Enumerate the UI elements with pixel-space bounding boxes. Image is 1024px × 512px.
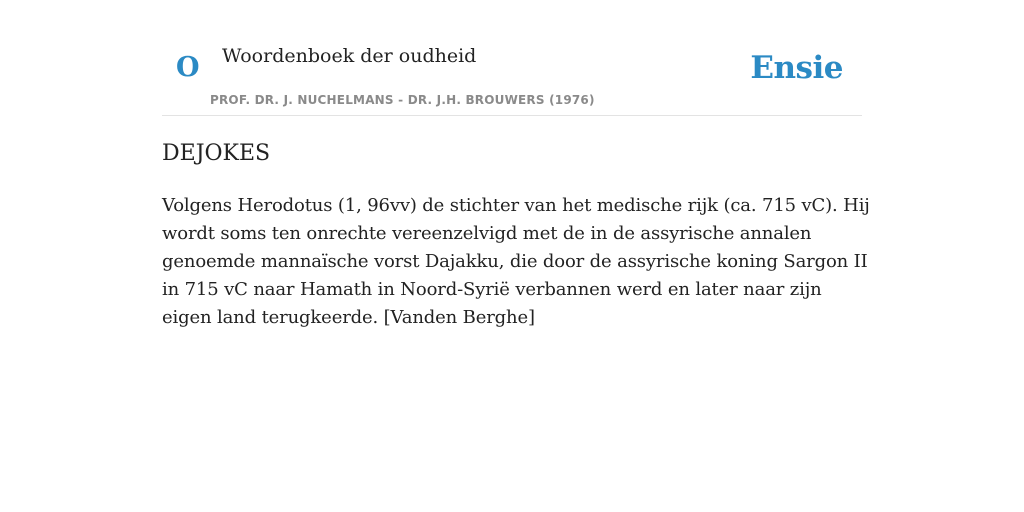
entry-title: DEJOKES	[162, 141, 271, 166]
book-title-link[interactable]: Woordenboek der oudheid	[222, 45, 477, 67]
book-authors: PROF. DR. J. NUCHELMANS - DR. J.H. BROUWERS (1976)	[210, 93, 595, 107]
ensie-logo[interactable]: Ensie	[750, 50, 843, 86]
book-header	[162, 40, 862, 116]
volume-letter-icon: O	[176, 52, 200, 83]
entry-body: Volgens Herodotus (1, 96vv) de stichter van het medische rijk (ca. 715 vC). Hij wordt soms ten onrechte vereenzelvigd met de in de assyrische annalen genoemde mannaïsche vorst Dajakku, die door de assyrische koning Sargon II in 715 vC naar Hamath in Noord-Syrië verbannen werd en later naar zijn eigen land terugkeerde. [Vanden Berghe]	[162, 195, 870, 328]
